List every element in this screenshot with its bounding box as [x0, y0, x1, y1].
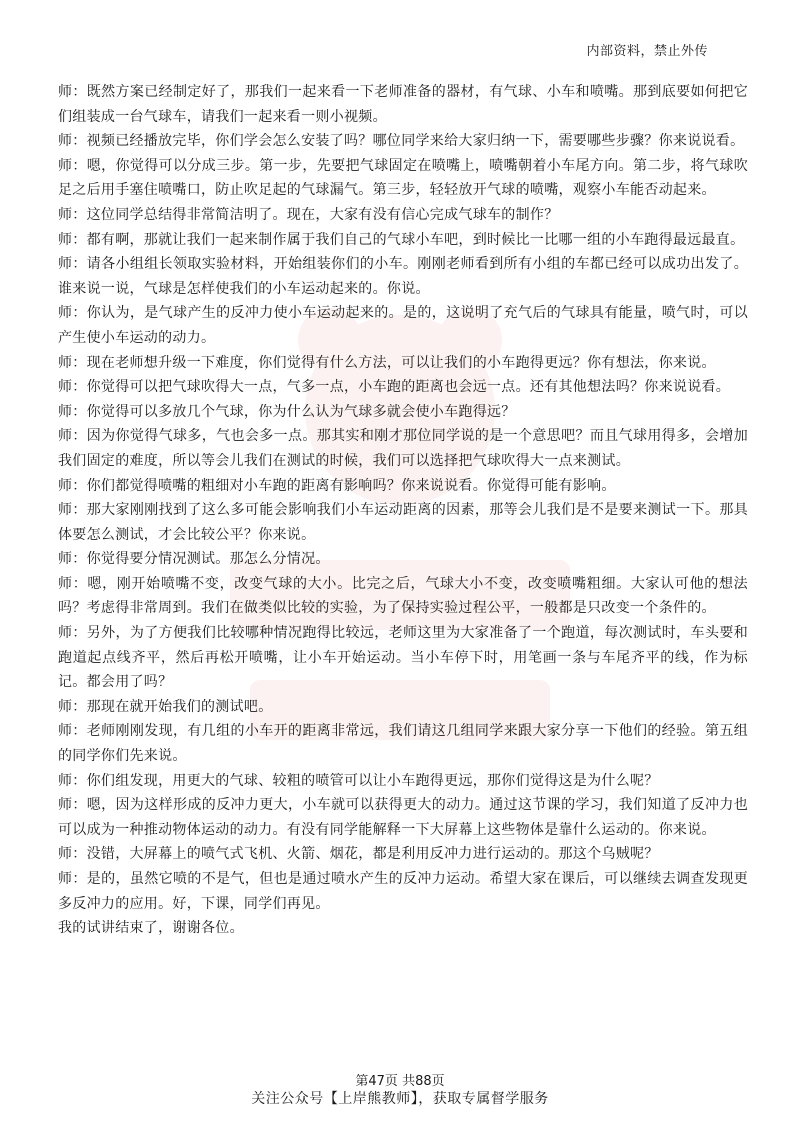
paragraph: 我的试讲结束了，谢谢各位。 [58, 920, 244, 937]
paragraph: 师：你觉得可以多放几个气球，你为什么认为气球多就会使小车跑得远？ [58, 403, 516, 420]
paragraph: 师：老师刚刚发现，有几组的小车开的距离非常远，我们请这几组同学来跟大家分享一下他们的经验。第五组的同学你们先来说。 [58, 723, 748, 765]
paragraph: 师：嗯，因为这样形成的反冲力更大，小车就可以获得更大的动力。通过这节课的学习，我们知道了反冲力也可以成为一种推动物体运动的动力。有没有同学能解释一下大屏幕上这些物体是靠什么运动的。你来说。 [58, 797, 748, 838]
paragraph: 师：既然方案已经制定好了，那我们一起来看一下老师准备的器材，有气球、小车和喷嘴。那到底要如何把它们组装成一台气球车，请我们一起来看一则小视频。 [58, 84, 748, 125]
paragraph: 师：嗯，你觉得可以分成三步。第一步，先要把气球固定在喷嘴上，喷嘴朝着小车尾方向。第二步，将气球吹足之后用手塞住喷嘴口，防止吹足起的气球漏气。第三步，轻轻放开气球的喷嘴，观察小车能否动起来。 [58, 157, 748, 199]
paragraph: 师：你们组发现，用更大的气球、较粗的喷管可以让小车跑得更远，那你们觉得这是为什么呢？ [58, 772, 659, 789]
promo-footer: 关注公众号【上岸熊教师】，获取专属督学服务 [251, 1091, 549, 1107]
paragraph: 师：没错，大屏幕上的喷气式飞机、火箭、烟花，都是利用反冲力进行运动的。那这个乌贼呢？ [58, 846, 659, 863]
paragraph: 师：嗯，刚开始喷嘴不变，改变气球的大小。比完之后，气球大小不变，改变喷嘴粗细。大家认可他的想法吗？考虑得非常周到。我们在做类似比较的实验，为了保持实验过程公平，一般都是只改变一个条件的。 [58, 575, 748, 617]
paragraph: 师：因为你觉得气球多，气也会多一点。那其实和刚才那位同学说的是一个意思吧？而且气球用得多，会增加我们固定的难度，所以等会儿我们在测试的时候，我们可以选择把气球吹得大一点来测试。 [58, 428, 748, 469]
paragraph: 师：另外，为了方便我们比较哪种情况跑得比较远，老师这里为大家准备了一个跑道，每次测试时，车头要和跑道起点线齐平，然后再松开喷嘴，让小车开始运动。当小车停下时，用笔画一条与车尾齐平的线，作为标记。都会用了吗？ [58, 625, 748, 691]
lecture-transcript [58, 80, 748, 941]
paragraph: 师：你认为，是气球产生的反冲力使小车运动起来的。是的，这说明了充气后的气球具有能量，喷气时，可以产生使小车运动的动力。 [58, 305, 748, 346]
paragraph: 师：那大家刚刚找到了这么多可能会影响我们小车运动距离的因素，那等会儿我们是不是要来测试一下。那具体要怎么测试，才会比较公平？你来说。 [58, 502, 748, 543]
paragraph: 师：是的，虽然它喷的不是气，但也是通过喷水产生的反冲力运动。希望大家在课后，可以继续去调查发现更多反冲力的应用。好，下课，同学们再见。 [58, 871, 748, 912]
paragraph: 师：现在老师想升级一下难度，你们觉得有什么方法，可以让我们的小车跑得更远？你有想法，你来说。 [58, 354, 716, 371]
paragraph: 师：你觉得要分情况测试。那怎么分情况。 [58, 551, 330, 568]
paragraph: 师：你们都觉得喷嘴的粗细对小车跑的距离有影响吗？你来说说看。你觉得可能有影响。 [58, 477, 616, 494]
confidential-note: 内部资料，禁止外传 [586, 44, 708, 59]
paragraph: 师：那现在就开始我们的测试吧。 [58, 698, 273, 715]
paragraph: 师：视频已经播放完毕，你们学会怎么安装了吗？哪位同学来给大家归纳一下，需要哪些步骤？你来说说看。 [58, 133, 745, 150]
page-number: 第47页 共88页 [355, 1074, 445, 1089]
paragraph: 师：这位同学总结得非常简洁明了。现在，大家有没有信心完成气球车的制作？ [58, 206, 559, 223]
paragraph: 师：请各小组组长领取实验材料，开始组装你们的小车。刚刚老师看到所有小组的车都已经可以成功出发了。谁来说一说，气球是怎样使我们的小车运动起来的。你说。 [58, 256, 748, 297]
paragraph: 师：都有啊，那就让我们一起来制作属于我们自己的气球小车吧，到时候比一比哪一组的小车跑得最远最直。 [58, 231, 745, 248]
paragraph: 师：你觉得可以把气球吹得大一点，气多一点，小车跑的距离也会远一点。还有其他想法吗？你来说说看。 [58, 379, 731, 396]
